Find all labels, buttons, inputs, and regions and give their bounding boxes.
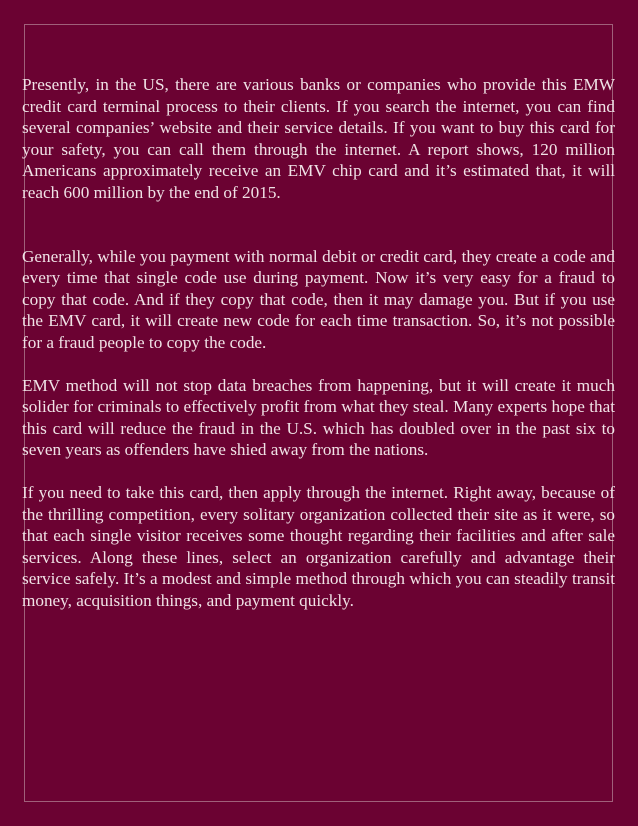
paragraph-4: If you need to take this card, then apply through the internet. Right away, because of the thrilling competition, every solitary organization collected their site as it were, so that each single visitor receives some thought regarding their facilities and after sale services. Along these lines, select an organization carefully and advantage their service safely. It’s a modest and simple method through which you can steadily transit money, acquisition things, and payment quickly.	[22, 482, 615, 610]
paragraph-1: Presently, in the US, there are various banks or companies who provide this EMW credit card terminal process to their clients. If you search the internet, you can find several companies’ website and their service details. If you want to buy this card for your safety, you can call them through the internet. A report shows, 120 million Americans approximately receive an EMV chip card and it’s estimated that, it will reach 600 million by the end of 2015.	[22, 75, 615, 202]
paragraph-spacer	[22, 461, 615, 482]
paragraph-spacer	[22, 204, 615, 246]
paragraph-2: Generally, while you payment with normal debit or credit card, they create a code and every time that single code use during payment. Now it’s very easy for a fraud to copy that code. And if they copy that code, then it may damage you. But if you use the EMV card, it will create new code for each time transaction. So, it’s not possible for a fraud people to copy the code.	[22, 246, 615, 352]
document-body	[22, 74, 615, 611]
paragraph-3: EMV method will not stop data breaches from happening, but it will create it much solider for criminals to effectively profit from what they steal. Many experts hope that this card will reduce the fraud in the U.S. which has doubled over in the past six to seven years as offenders have shied away from the nations.	[22, 375, 615, 460]
paragraph-spacer	[22, 354, 615, 375]
